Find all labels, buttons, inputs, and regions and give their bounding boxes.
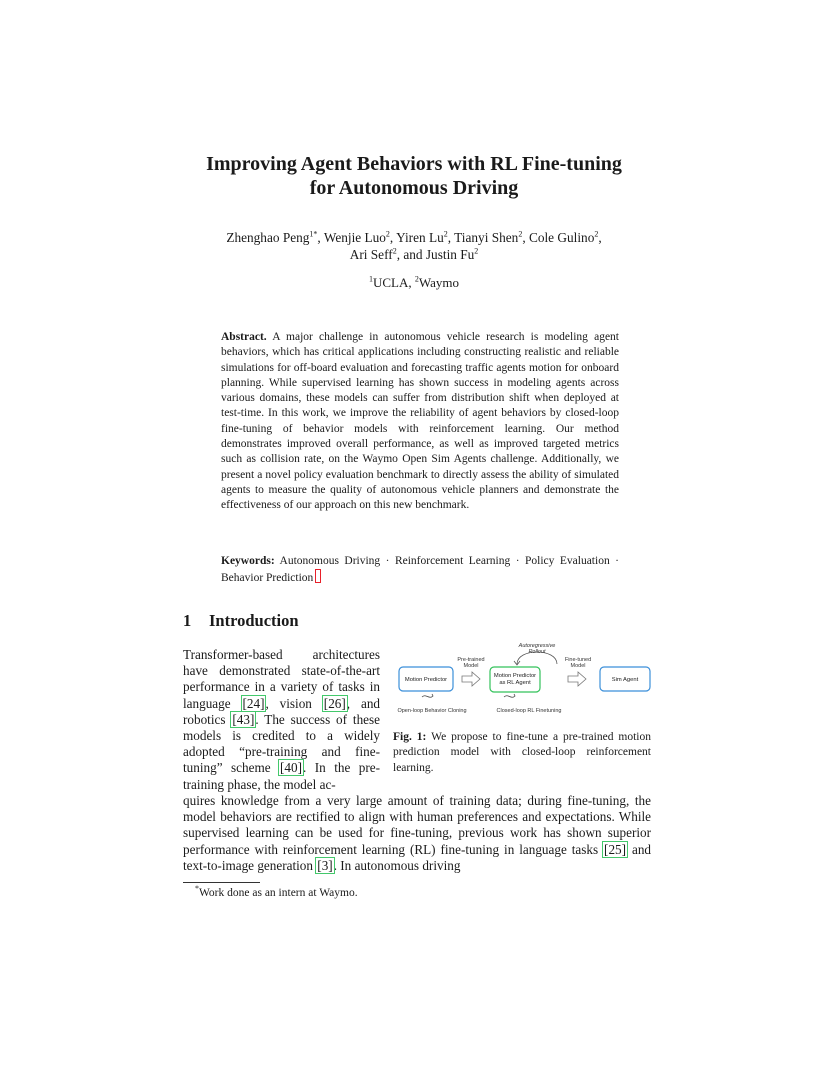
intro-text: and text-to-image generation bbox=[183, 841, 652, 873]
footnote bbox=[195, 886, 358, 900]
citation-link[interactable]: [24] bbox=[242, 695, 265, 711]
citation-link[interactable]: [40] bbox=[280, 760, 303, 776]
author-name: Zhenghao Peng bbox=[226, 230, 310, 245]
author-affil-mark: 2 bbox=[443, 229, 448, 239]
rl-agent-label-line2: as RL Agent bbox=[499, 680, 531, 686]
author-affil-mark: 2 bbox=[474, 246, 479, 256]
autoregressive-label: Autoregressive bbox=[518, 643, 556, 649]
author-name: Justin Fu bbox=[425, 247, 475, 262]
keywords-label: Keywords: bbox=[221, 555, 275, 567]
affil-mark: 1 bbox=[368, 274, 373, 284]
finetuned-model-label: Model bbox=[570, 663, 586, 669]
affiliations bbox=[150, 275, 678, 291]
footnote-text: Work done as an intern at Waymo. bbox=[199, 887, 358, 899]
paper-title bbox=[100, 152, 728, 200]
footnote-mark: * bbox=[195, 884, 199, 894]
section-title: Introduction bbox=[209, 611, 299, 630]
section-heading bbox=[183, 611, 299, 631]
pipeline-diagram bbox=[392, 640, 657, 720]
intro-text: Transformer-based architectures have demonstrated state-of-the-art performance in a variety of tasks in language bbox=[183, 647, 380, 711]
intro-full-width-text bbox=[183, 793, 651, 874]
author-affil-mark: 2 bbox=[594, 229, 599, 239]
figure-1-diagram bbox=[392, 640, 657, 720]
author-affil-mark: 1* bbox=[309, 229, 318, 239]
title-line-1: Improving Agent Behaviors with RL Fine-tuning bbox=[206, 153, 622, 175]
author-list bbox=[150, 229, 678, 263]
figure-caption bbox=[393, 730, 651, 776]
author-line-1: Zhenghao Peng$^{1*}$, Wenjie Luo$^2$, Yiren Lu$^2$, Tianyi Shen$^2$, Cole Gulino$^2$, bbox=[226, 229, 602, 245]
citation-link[interactable]: [3] bbox=[317, 857, 333, 873]
open-loop-label: Open-loop Behavior Cloning bbox=[397, 708, 467, 714]
link-marker[interactable] bbox=[315, 569, 321, 583]
caption-label: Fig. 1: bbox=[393, 731, 427, 743]
footnote-rule bbox=[183, 882, 260, 883]
author-name: Cole Gulino bbox=[528, 230, 595, 245]
pretrain-arrow-icon bbox=[462, 672, 480, 686]
sim-agent-label: Sim Agent bbox=[611, 677, 639, 683]
caption-text: We propose to fine-tune a pre-trained motion prediction model with closed-loop reinforcement learning. bbox=[393, 731, 652, 774]
citation-link[interactable]: [26] bbox=[323, 695, 346, 711]
citation-link[interactable]: [25] bbox=[604, 841, 627, 857]
section-number: 1 bbox=[183, 611, 192, 630]
affil-ucla: UCLA, bbox=[372, 275, 412, 290]
keywords bbox=[221, 554, 619, 587]
rollout-label: Rollout bbox=[528, 649, 546, 655]
intro-text: . In autonomous driving bbox=[333, 857, 461, 873]
intro-text: , and robotics bbox=[183, 695, 381, 727]
pretrained-model-label: Model bbox=[463, 663, 479, 669]
author-affil-mark: 2 bbox=[518, 229, 523, 239]
intro-wrapped-text bbox=[183, 647, 380, 793]
citation-link[interactable]: [43] bbox=[232, 711, 255, 727]
author-affil-mark: 2 bbox=[392, 246, 397, 256]
abstract-label: Abstract. bbox=[221, 331, 267, 343]
author-name: Yiren Lu bbox=[396, 230, 444, 245]
author-name: Tianyi Shen bbox=[454, 230, 519, 245]
intro-text: , vision bbox=[265, 695, 312, 711]
rl-finetuning-squiggle-icon bbox=[504, 694, 515, 697]
motion-predictor-label: Motion Predictor bbox=[404, 677, 448, 683]
title-line-2: for Autonomous Driving bbox=[309, 177, 519, 199]
finetune-arrow-icon bbox=[568, 672, 586, 686]
intro-text: . In the pre-training phase, the model ac- bbox=[183, 760, 381, 792]
author-conjunction: and bbox=[403, 247, 423, 262]
rl-agent-label-line1: Motion Predictor bbox=[493, 673, 537, 679]
author-affil-mark: 2 bbox=[385, 229, 390, 239]
finetuned-label: Fine-tuned bbox=[564, 657, 592, 663]
abstract-text: A major challenge in autonomous vehicle research is modeling agent behaviors, which has critical applications including constructing realistic and reliable simulations for off-board evaluation and forecasting traffic agents motion for onboard planning. While supervised learning has shown success in modeling agents across various domains, these models can suffer from distribution shift when deployed at test-time. In this work, we improve the reliability of agent behaviors by closed-loop fine-tuning of behavior models with reinforcement learning. Our method demonstrates improved overall performance, as well as improved targeted metrics such as collision rate, on the Waymo Open Sim Agents challenge. Additionally, we present a novel policy evaluation benchmark to directly assess the ability of simulated agents to measure the quality of autonomous vehicle planners and demonstrate the effectiveness of our approach on this new benchmark. bbox=[221, 331, 619, 512]
behavior-cloning-squiggle-icon bbox=[422, 694, 433, 697]
pretrained-label: Pre-trained bbox=[457, 657, 485, 663]
author-name: Ari Seff bbox=[349, 247, 393, 262]
author-line-2: Ari Seff$^2$, and Justin Fu$^2$ bbox=[349, 246, 479, 262]
intro-text: quires knowledge from a very large amount of training data; during fine-tuning, the model behaviors are rectified to align with human preferences and expectations. While supervised learning can be used for fine-tuning, previous work has shown superior performance with reinforcement learning (RL) fine-tuning in language tasks bbox=[183, 793, 651, 857]
affil-waymo: Waymo bbox=[418, 275, 459, 290]
closed-loop-label: Closed-loop RL Finetuning bbox=[496, 708, 562, 714]
abstract bbox=[221, 330, 619, 514]
author-name: Wenjie Luo bbox=[323, 230, 386, 245]
keywords-text: Autonomous Driving · Reinforcement Learning · Policy Evaluation · Behavior Prediction bbox=[221, 555, 619, 585]
affil-mark: 2 bbox=[414, 274, 419, 284]
intro-text: . The success of these models is credited to a widely adopted “pre-training and fine-tuning” scheme bbox=[183, 711, 381, 776]
